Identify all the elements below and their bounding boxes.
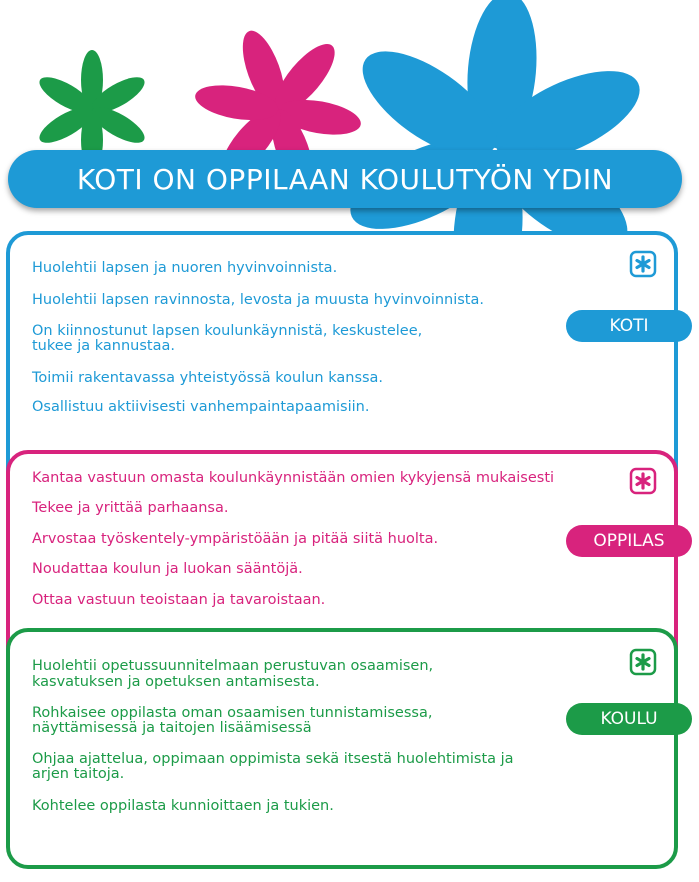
asterisk-icon <box>629 250 657 278</box>
list-item: Osallistuu aktiivisesti vanhempaintapaamisiin. <box>32 399 370 415</box>
list-item: Huolehtii lapsen ravinnosta, levosta ja muusta hyvinvoinnista. <box>32 292 484 308</box>
list-item: tukee ja kannustaa. <box>32 338 175 354</box>
list-item: Ottaa vastuun teoistaan ja tavaroistaan. <box>32 592 326 608</box>
list-item: On kiinnostunut lapsen koulunkäynnistä, keskustelee, <box>32 323 423 339</box>
list-item: Huolehtii lapsen ja nuoren hyvinvoinnista. <box>32 260 338 276</box>
label-koulu: KOULU <box>566 703 692 735</box>
list-item: arjen taitoja. <box>32 766 125 782</box>
list-item: Huolehtii opetussuunnitelmaan perustuvan osaamisen, <box>32 658 434 674</box>
list-item: näyttämisessä ja taitojen lisäämisessä <box>32 720 312 736</box>
label-oppilas: OPPILAS <box>566 525 692 557</box>
list-item: Rohkaisee oppilasta oman osaamisen tunnistamisessa, <box>32 705 433 721</box>
list-item: Ohjaa ajattelua, oppimaan oppimista sekä itsestä huolehtimista ja <box>32 751 514 767</box>
section-koulu <box>6 628 678 869</box>
list-item: kasvatuksen ja opetuksen antamisesta. <box>32 674 320 690</box>
page-title: KOTI ON OPPILAAN KOULUTYÖN YDIN <box>8 150 682 208</box>
asterisk-icon <box>629 467 657 495</box>
label-koti: KOTI <box>566 310 692 342</box>
list-item: Tekee ja yrittää parhaansa. <box>32 500 229 516</box>
list-item: Kohtelee oppilasta kunnioittaen ja tukien. <box>32 798 334 814</box>
list-item: Noudattaa koulun ja luokan sääntöjä. <box>32 561 303 577</box>
asterisk-icon <box>629 648 657 676</box>
list-item: Arvostaa työskentely-ympäristöään ja pitää siitä huolta. <box>32 531 439 547</box>
list-item: Toimii rakentavassa yhteistyössä koulun kanssa. <box>32 370 384 386</box>
list-item: Kantaa vastuun omasta koulunkäynnistään omien kykyjensä mukaisesti <box>32 470 555 486</box>
